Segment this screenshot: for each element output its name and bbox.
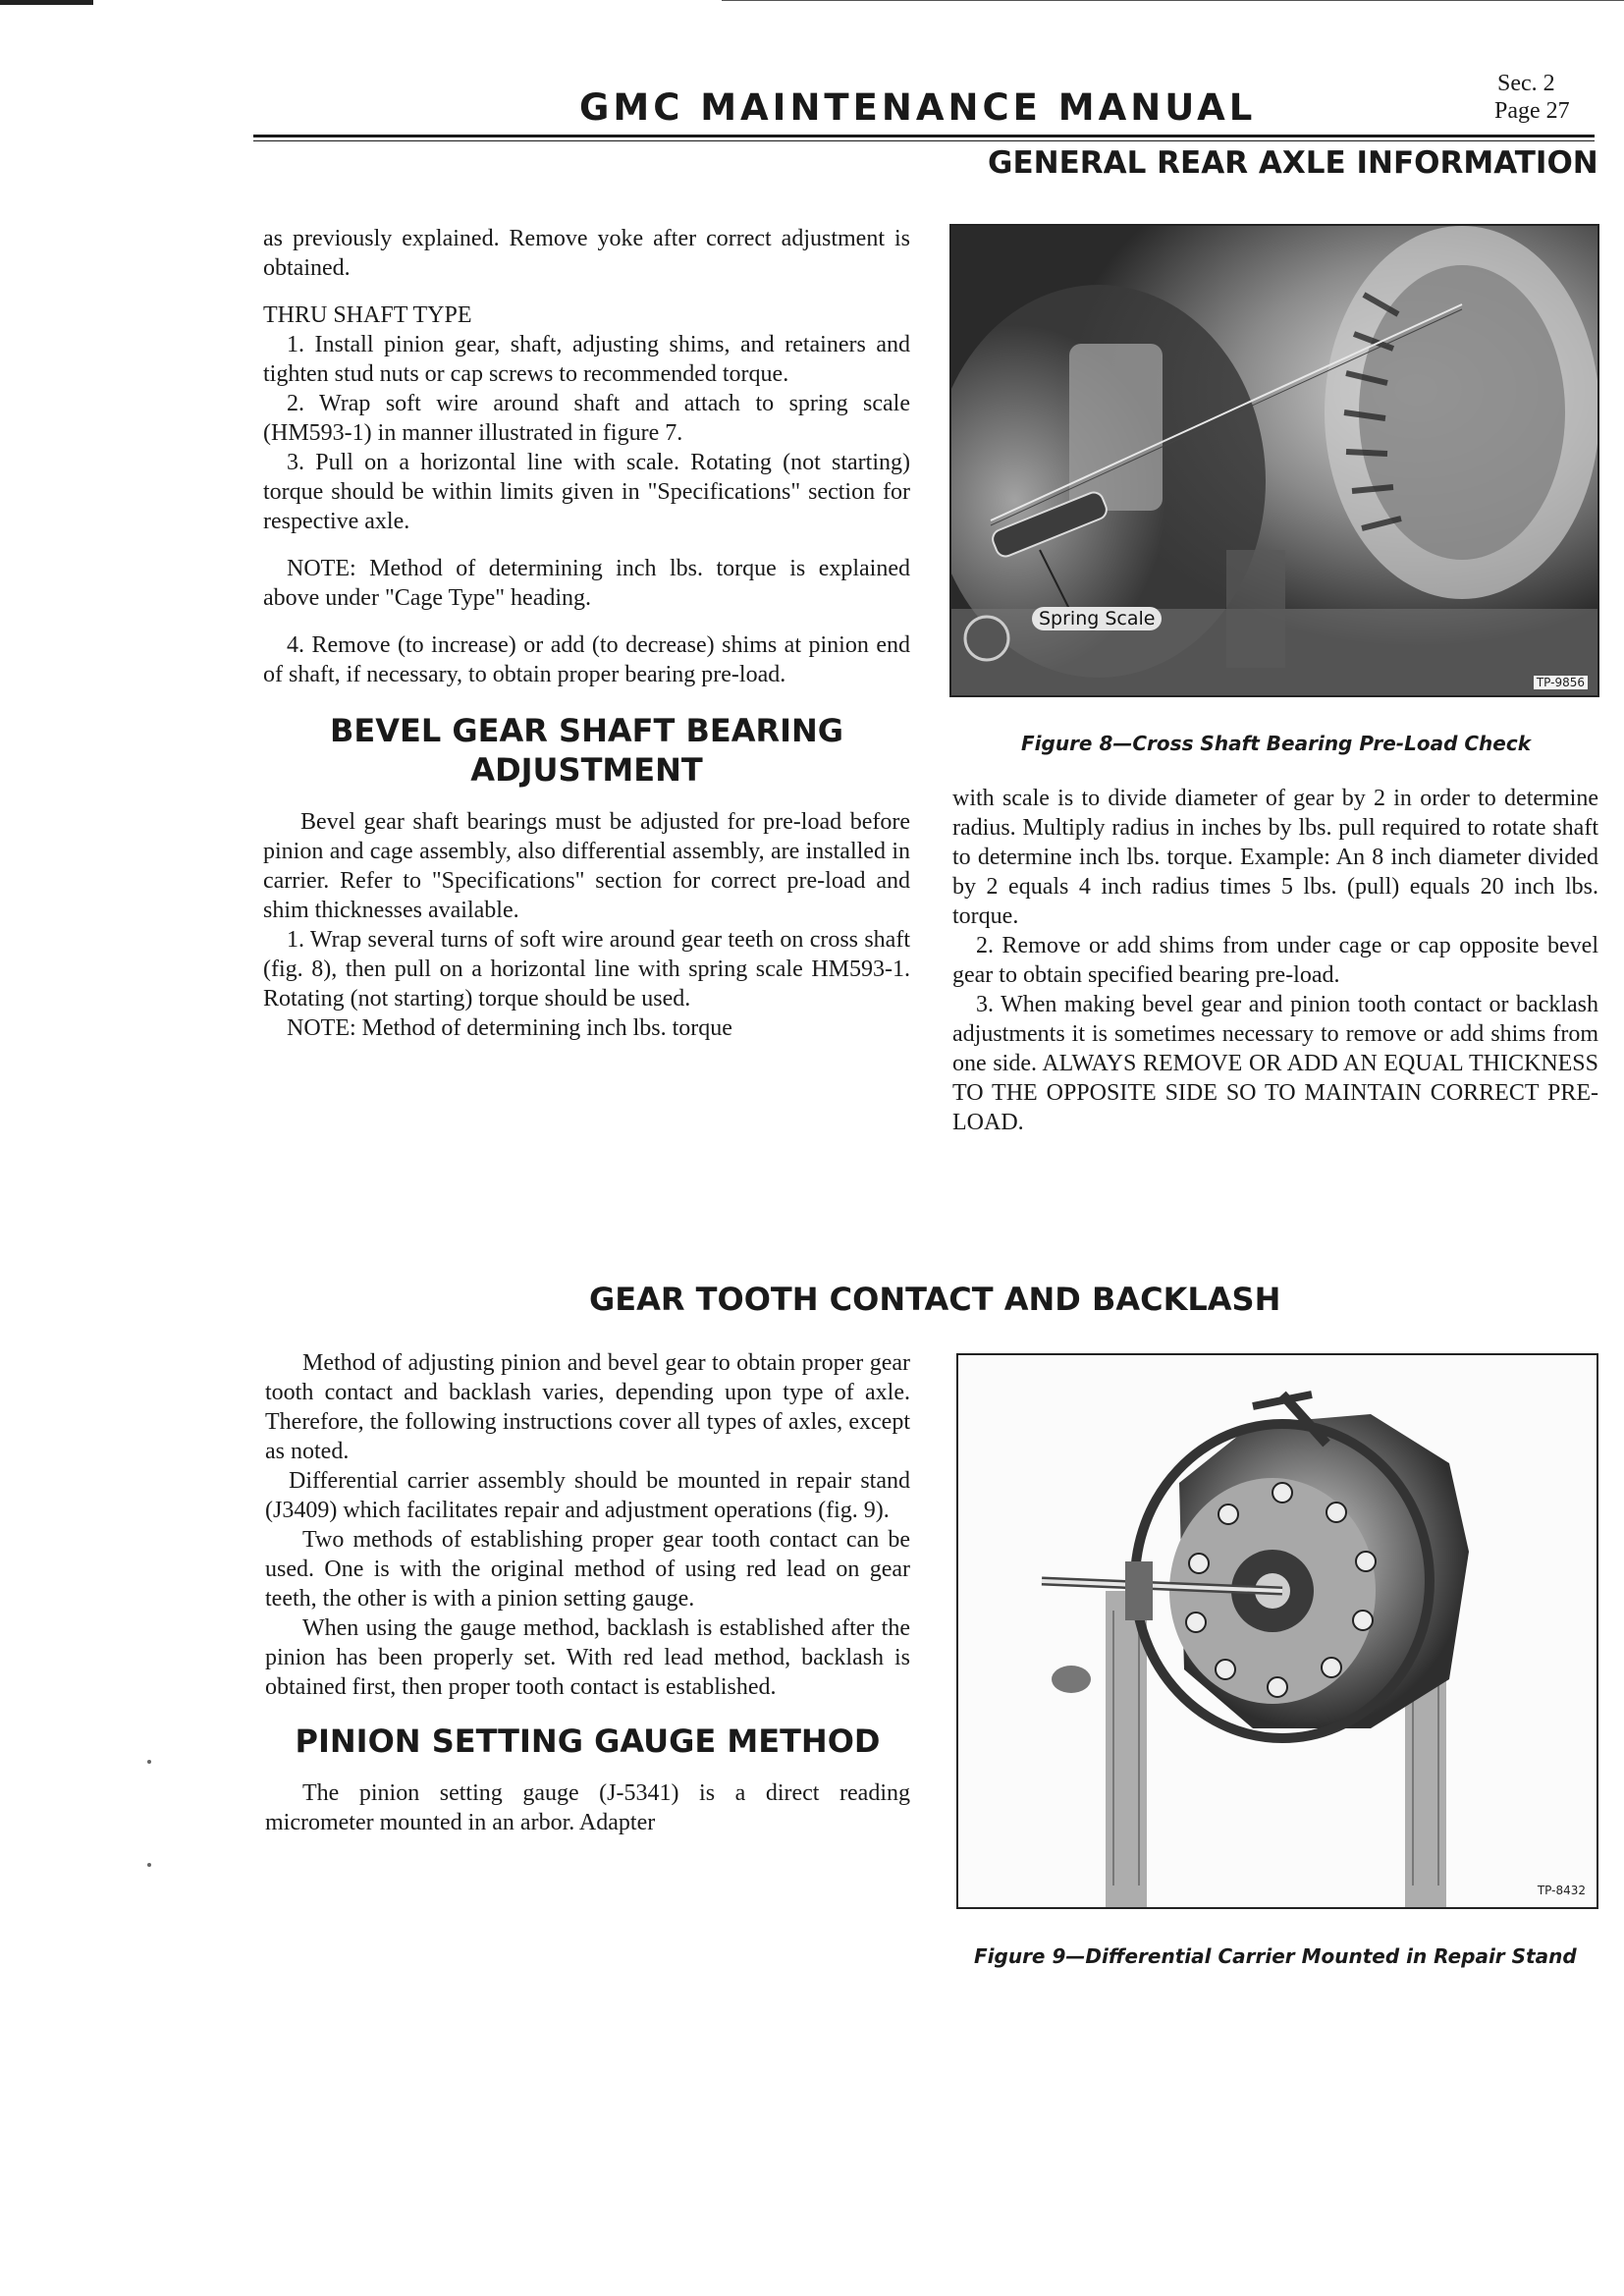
figure-8-photo [949,224,1599,697]
figure-9-photo [956,1353,1598,1909]
scan-top-line [722,0,1624,1]
section-number: Sec. 2 [1497,71,1555,96]
gear-tooth-contact-heading: GEAR TOOTH CONTACT AND BACKLASH [589,1281,1281,1318]
section-title: GENERAL REAR AXLE INFORMATION [988,145,1598,181]
spring-scale-label: Spring Scale [1032,607,1162,630]
pinion-gauge-paragraph: The pinion setting gauge (J-5341) is a direct reading micrometer mounted in an arbor. Adapter [265,1780,910,1835]
bevel-gear-note: NOTE: Method of determining inch lbs. torque [287,1015,732,1041]
thru-shaft-step-1: 1. Install pinion gear, shaft, adjusting shims, and retainers and tighten stud nuts or cap screws to recommended torque. [263,332,910,387]
figure-8-tag: TP-9856 [1534,676,1588,689]
thru-shaft-step-4: 4. Remove (to increase) or add (to decrease) shims at pinion end of shaft, if necessary, to obtain proper bearing pre-load. [263,632,910,687]
page-number: Page 27 [1494,98,1570,124]
header-rule [253,135,1595,137]
header-rule-thin [253,140,1595,141]
bevel-gear-heading: BEVEL GEAR SHAFT BEARING ADJUSTMENT [329,712,844,789]
torque-note: NOTE: Method of determining inch lbs. torque is explained above under "Cage Type" heading. [263,556,910,611]
figure-9-caption: Figure 9—Differential Carrier Mounted in Repair Stand [974,1944,1577,1968]
thru-shaft-heading: THRU SHAFT TYPE [263,302,472,328]
torque-calculation-paragraph: with scale is to divide diameter of gear by 2 in order to determine radius. Multiply radius in inches by lbs. pull required to rotate shaft to determine inch lbs. torque. Example: An 8 inch diameter divided by 2 equals 4 inch radius times 5 lbs. (pull) equals 20 inch lbs. torque. [952,786,1598,929]
scan-speck [147,1863,151,1867]
gear-contact-paragraph-1: Method of adjusting pinion and bevel gear to obtain proper gear tooth contact and backlash varies, depending upon type of axle. Therefore, the following instructions cover all types of axles, except as noted. [265,1350,910,1464]
scan-edge-mark [0,0,93,5]
manual-title: GMC MAINTENANCE MANUAL [579,86,1257,129]
bevel-gear-intro: Bevel gear shaft bearings must be adjusted for pre-load before pinion and cage assembly, also differential assembly, are installed in carrier. Refer to "Specifications" section for correct pre-load and shim thicknesses available. [263,809,910,923]
gear-contact-paragraph-3: Two methods of establishing proper gear tooth contact can be used. One is with the original method of using red lead on gear teeth, the other is with a pinion setting gauge. [265,1527,910,1612]
thru-shaft-step-2: 2. Wrap soft wire around shaft and attach to spring scale (HM593-1) in manner illustrated in figure 7. [263,391,910,446]
gear-contact-paragraph-2: Differential carrier assembly should be mounted in repair stand (J3409) which facilitates repair and adjustment operations (fig. 9). [265,1468,910,1523]
intro-paragraph: as previously explained. Remove yoke after correct adjustment is obtained. [263,226,910,281]
scan-speck [147,1760,151,1764]
differential-carrier-illustration [958,1355,1597,1907]
gear-contact-paragraph-4: When using the gauge method, backlash is established after the pinion has been properly set. With red lead method, backlash is obtained first, then proper tooth contact is established. [265,1615,910,1700]
bevel-gear-step-2: 2. Remove or add shims from under cage or cap opposite bevel gear to obtain specified bearing pre-load. [952,933,1598,988]
pinion-setting-heading: PINION SETTING GAUGE METHOD [295,1722,881,1760]
figure-8-caption: Figure 8—Cross Shaft Bearing Pre-Load Check [1021,732,1532,755]
right-column-upper [952,784,1598,1137]
left-column-lower [265,1348,910,1837]
figure-9-tag: TP-8432 [1537,1884,1586,1897]
left-column-upper [263,224,910,1043]
thru-shaft-step-3: 3. Pull on a horizontal line with scale. Rotating (not starting) torque should be within limits given in "Specifications" section for respective axle. [263,450,910,534]
bevel-gear-step-3: 3. When making bevel gear and pinion tooth contact or backlash adjustments it is sometimes necessary to remove or add shims from one side. ALWAYS REMOVE OR ADD AN EQUAL THICKNESS TO THE OPPOSITE SIDE SO TO MAINTAIN CORRECT PRE-LOAD. [952,992,1598,1135]
bevel-gear-step-1: 1. Wrap several turns of soft wire around gear teeth on cross shaft (fig. 8), then pull on a horizontal line with spring scale HM593-1. Rotating (not starting) torque should be used. [263,927,910,1011]
